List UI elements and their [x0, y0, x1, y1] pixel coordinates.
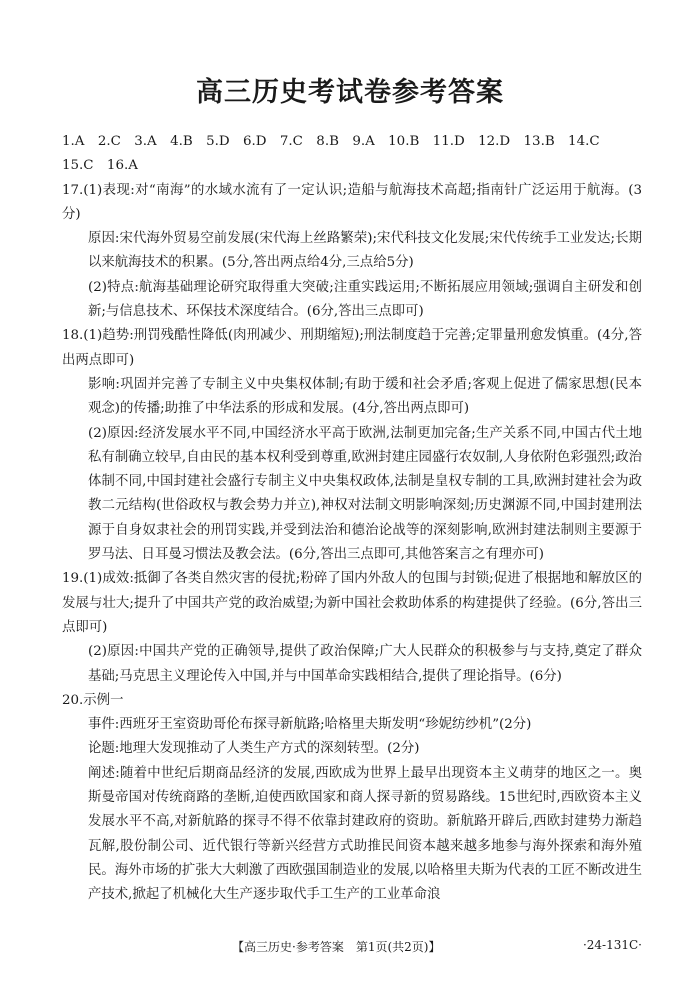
q20-event: 事件:西班牙王室资助哥伦布探寻新航路;哈格里夫斯发明“珍妮纺纱机”(2分): [88, 717, 532, 733]
q17-part2: (2)特点:航海基础理论研究取得重大突破;注重实践运用;不断拓展应用领域;强调自主研发和创新;与信息技术、环保技术深度结合。(6分,答出三点即可): [88, 279, 642, 320]
q17-part1: 17.(1)表现:对“南海”的水域水流有了一定认识;造船与航海技术高超;指南针广泛运用于航海。(3分): [62, 182, 642, 222]
page-footer: [62, 938, 642, 958]
footer-page-info: 【高三历史·参考答案 第1页(共2页)】: [232, 940, 441, 954]
q20-heading: 20.示例一: [62, 692, 124, 708]
footer-code: ·24-131C·: [582, 938, 642, 952]
q20-argument: 阐述:随着中世纪后期商品经济的发展,西欧成为世界上最早出现资本主义萌芽的地区之一。奥斯曼帝国对传统商路的垄断,迫使西欧国家和商人探寻新的贸易路线。15世纪时,西欧资本主义发展水平不高,对新航路的探寻不得不依靠封建政府的资助。新航路开辟后,西欧封建势力渐趋瓦解,股份制公司、近代银行等新兴经营方式助推民间资本越来越多地参与海外探索和海外殖民。海外市场的扩张大大刺激了西欧强国制造业的发展,以哈格里夫斯为代表的工匠不断改进生产技术,掀起了机械化大生产逐步取代手工生产的工业革命浪: [88, 765, 642, 903]
page-title: 高三历史考试卷参考答案: [196, 77, 504, 108]
answer-body: [62, 130, 642, 908]
mc-answers-line-2: 15.C 16.A: [62, 158, 138, 174]
q18-influence: 影响:巩固并完善了专制主义中央集权体制;有助于缓和社会矛盾;客观上促进了儒家思想(民本观念)的传播;助推了中华法系的形成和发展。(4分,答出两点即可): [88, 376, 642, 417]
mc-answers-line-1: 1.A 2.C 3.A 4.B 5.D 6.D 7.C 8.B 9.A 10.B 11.D 12.D 13.B 14.C: [62, 134, 600, 149]
q19-part2: (2)原因:中国共产党的正确领导,提供了政治保障;广大人民群众的积极参与与支持,奠定了群众基础;马克思主义理论传入中国,并与中国革命实践相结合,提供了理论指导。(6分): [88, 644, 642, 684]
q20-thesis: 论题:地理大发现推动了人类生产方式的深刻转型。(2分): [88, 741, 420, 757]
q19-part1: 19.(1)成效:抵御了各类自然灾害的侵扰;粉碎了国内外敌人的包围与封锁;促进了根据地和解放区的发展与壮大;提升了中国共产党的政治威望;为新中国社会救助体系的构建提供了经验。(6分,答出三点即可): [62, 571, 642, 635]
q18-part1: 18.(1)趋势:刑罚残酷性降低(肉刑减少、刑期缩短);刑法制度趋于完善;定罪量刑愈发慎重。(4分,答出两点即可): [62, 328, 642, 368]
q18-part2: (2)原因:经济发展水平不同,中国经济水平高于欧洲,法制更加完备;生产关系不同,中国古代土地私有制确立较早,自由民的基本权利受到尊重,欧洲封建庄园盛行农奴制,人身依附色彩强烈;政治体制不同,中国封建社会盛行专制主义中央集权政体,法制是皇权专制的工具,欧洲封建社会为政教二元结构(世俗政权与教会势力并立),神权对法制文明影响深刻;历史渊源不同,中国封建刑法源于自身奴隶社会的刑罚实践,并受到法治和德治论战等的深刻影响,欧洲封建法制则主要源于罗马法、日耳曼习惯法及教会法。(6分,答出三点即可,其他答案言之有理亦可): [88, 425, 642, 563]
q17-reason: 原因:宋代海外贸易空前发展(宋代海上丝路繁荣);宋代科技文化发展;宋代传统手工业发达;长期以来航海技术的积累。(5分,答出两点给4分,三点给5分): [88, 231, 642, 271]
